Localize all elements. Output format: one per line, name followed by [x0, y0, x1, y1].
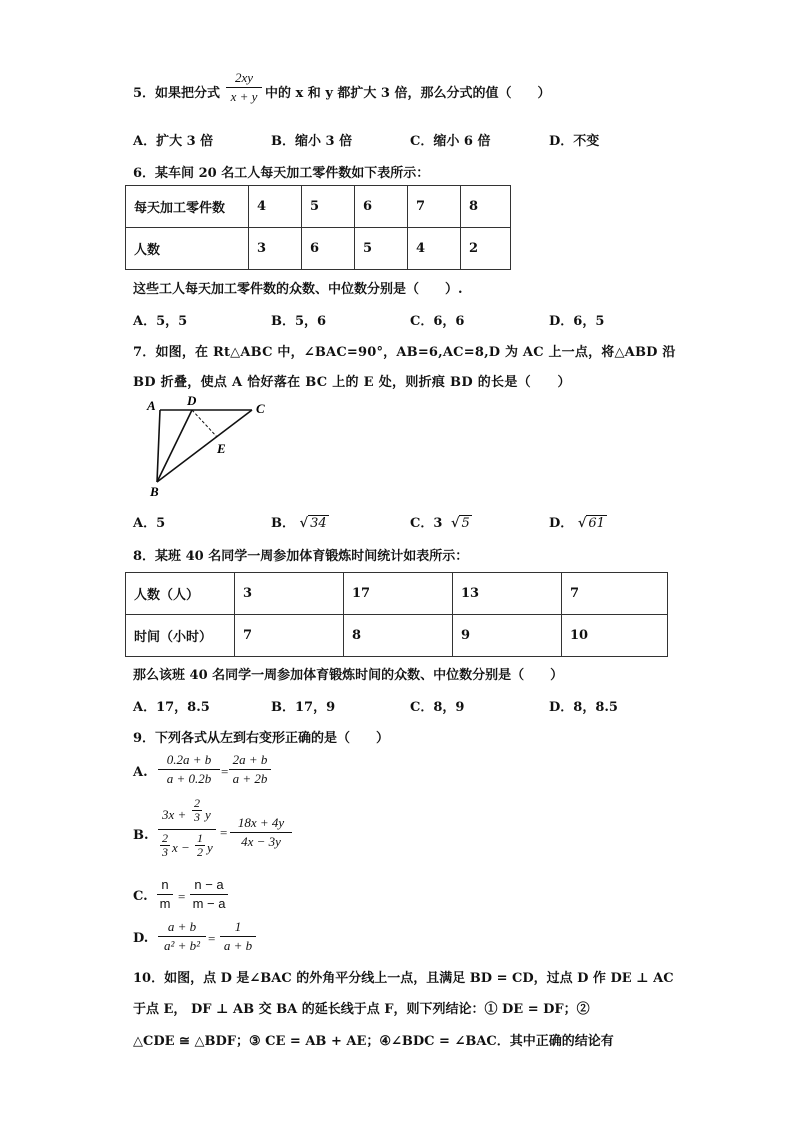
q9-option-b-label[interactable]: B.: [133, 828, 149, 843]
q9-b-left-complex-fraction: [158, 797, 218, 862]
q7-option-c-prefix: C．3: [410, 516, 443, 531]
table-cell: 人数: [126, 228, 249, 270]
q9-b-right-fraction: [230, 815, 292, 850]
label-a: A: [147, 398, 156, 413]
sqrt-sign: √ 61: [577, 516, 605, 531]
q10-stem-line2: 于点 E， DF ⊥ AB 交 BA 的延长线于点 F，则下列结论：① DE = DF；②: [133, 1002, 590, 1017]
q5-option-d[interactable]: D．不变: [549, 134, 600, 149]
table-cell: 人数（人）: [126, 573, 235, 615]
complex-numerator: [158, 797, 218, 829]
fraction-denominator: a + 0.2b: [166, 771, 212, 786]
q6-option-d[interactable]: D．6，5: [549, 314, 605, 329]
q8-question: 那么该班 40 名同学一周参加体育锻炼时间的众数、中位数分别是（ ）: [133, 668, 564, 683]
q9-d-left-fraction: [158, 919, 206, 954]
q7-option-a[interactable]: A．5: [133, 516, 166, 531]
equals-sign: =: [220, 825, 228, 840]
small-fraction-den: 3: [194, 810, 200, 824]
q7-option-c[interactable]: [410, 512, 472, 531]
q8-option-a[interactable]: A．17，8.5: [133, 700, 210, 715]
sqrt-sign: √ 5: [450, 516, 470, 531]
fraction-denominator: m − a: [192, 896, 226, 911]
q6-stem: 6．某车间 20 名工人每天加工零件数如下表所示：: [133, 166, 430, 181]
small-fraction: [160, 832, 170, 859]
segment-bd: [157, 410, 192, 482]
fraction-numerator: n: [161, 877, 169, 892]
table-cell: 4: [249, 186, 302, 228]
table-cell: 5: [302, 186, 355, 228]
table-cell: 8: [344, 615, 453, 657]
q5-fraction: [226, 70, 262, 105]
table-row: [126, 615, 668, 657]
complex-denominator: [158, 830, 218, 862]
q8-option-b[interactable]: B．17，9: [271, 700, 336, 715]
denominator-term: y: [207, 840, 213, 855]
q7-option-d-prefix: D．: [549, 516, 574, 531]
segment-bc: [157, 410, 252, 482]
table-cell: 7: [408, 186, 461, 228]
fraction-denominator: a² + b²: [163, 938, 201, 953]
table-cell: 9: [453, 615, 562, 657]
fraction-numerator: 0.2a + b: [166, 752, 212, 767]
q9-c-left-fraction: [157, 877, 173, 912]
equals-sign: =: [208, 931, 216, 946]
q5-option-a[interactable]: A．扩大 3 倍: [133, 134, 214, 149]
small-fraction-den: 2: [197, 845, 203, 859]
q8-stem: 8．某班 40 名同学一周参加体育锻炼时间统计如表所示：: [133, 549, 469, 564]
segment-ab: [157, 410, 160, 482]
small-fraction: [192, 797, 202, 824]
q9-option-c-label[interactable]: C.: [133, 889, 148, 904]
q6-option-c[interactable]: C．6，6: [410, 314, 465, 329]
sqrt-sign: √ 34: [299, 516, 327, 531]
fraction-numerator: 18x + 4y: [237, 815, 285, 830]
q9-option-d-label[interactable]: D.: [133, 931, 149, 946]
numerator-term: y: [205, 807, 211, 822]
table-cell: 7: [562, 573, 668, 615]
equals-sign: =: [178, 889, 186, 904]
table-cell: 7: [235, 615, 344, 657]
table-cell: 5: [355, 228, 408, 270]
equals-sign: =: [221, 764, 229, 779]
q5-frac-num: 2xy: [234, 70, 254, 85]
q5-option-b[interactable]: B．缩小 3 倍: [271, 134, 353, 149]
small-fraction-num: 2: [162, 831, 168, 845]
segment-de-dashed: [192, 410, 217, 437]
fraction-numerator: 2a + b: [232, 752, 268, 767]
q6-option-a[interactable]: A．5，5: [133, 314, 188, 329]
denominator-term: x −: [172, 840, 190, 855]
numerator-term: 3x +: [162, 807, 187, 822]
q7-triangle-figure: [140, 392, 290, 502]
table-cell: 17: [344, 573, 453, 615]
table-row: [126, 186, 511, 228]
q5-stem-post: 中的 x 和 y 都扩大 3 倍，那么分式的值（ ）: [265, 86, 551, 101]
q9-d-right-fraction: [220, 919, 256, 954]
table-cell: 3: [235, 573, 344, 615]
q7-option-d-radicand: 61: [588, 516, 605, 531]
q5-stem-pre: 5．如果把分式: [133, 86, 221, 101]
q5-frac-den: x + y: [230, 89, 258, 104]
label-c: C: [256, 401, 265, 416]
table-cell: 时间（小时）: [126, 615, 235, 657]
q10-stem-line1: 10．如图，点 D 是∠BAC 的外角平分线上一点，且满足 BD = CD，过点 D 作 DE ⊥ AC: [133, 971, 674, 986]
q9-c-right-fraction: [190, 877, 228, 912]
q9-option-a-label[interactable]: A.: [133, 765, 148, 780]
fraction-denominator: a + 2b: [232, 771, 268, 786]
small-fraction: [195, 832, 205, 859]
label-e: E: [217, 441, 226, 456]
q9-a-left-fraction: [158, 752, 220, 787]
q6-question: 这些工人每天加工零件数的众数、中位数分别是（ ）.: [133, 282, 463, 297]
table-cell: 2: [461, 228, 511, 270]
fraction-numerator: n − a: [194, 877, 224, 892]
fraction-denominator: 4x − 3y: [241, 834, 281, 849]
table-cell: 3: [249, 228, 302, 270]
q7-option-b-radicand: 34: [310, 516, 327, 531]
q7-option-b[interactable]: [271, 512, 329, 531]
q8-table: [125, 572, 668, 657]
table-cell: 每天加工零件数: [126, 186, 249, 228]
small-fraction-den: 3: [162, 845, 168, 859]
fraction-numerator: 1: [234, 919, 242, 934]
q8-option-c[interactable]: C．8，9: [410, 700, 465, 715]
q7-stem-line2: BD 折叠，使点 A 恰好落在 BC 上的 E 处，则折痕 BD 的长是（ ）: [133, 375, 571, 390]
fraction-denominator: a + b: [223, 938, 253, 953]
small-fraction-num: 1: [197, 831, 203, 845]
table-row: [126, 228, 511, 270]
table-cell: 6: [355, 186, 408, 228]
table-cell: 13: [453, 573, 562, 615]
q10-stem-line3: △CDE ≅ △BDF；③ CE = AB + AE；④∠BDC = ∠BAC．其中正确的结论有: [133, 1034, 614, 1049]
q9-stem: 9．下列各式从左到右变形正确的是（ ）: [133, 731, 390, 746]
q7-option-c-radicand: 5: [461, 516, 470, 531]
small-fraction-num: 2: [194, 796, 200, 810]
table-cell: 4: [408, 228, 461, 270]
table-row: [126, 573, 668, 615]
q9-a-right-fraction: [229, 752, 271, 787]
table-cell: 10: [562, 615, 668, 657]
q7-option-b-prefix: B．: [271, 516, 295, 531]
q7-stem-line1: 7．如图，在 Rt△ABC 中，∠BAC=90°，AB=6,AC=8,D 为 AC 上一点，将△ABD 沿: [133, 345, 676, 360]
fraction-denominator: m: [159, 896, 171, 911]
fraction-numerator: a + b: [167, 919, 197, 934]
q8-option-d[interactable]: D．8，8.5: [549, 700, 618, 715]
q6-option-b[interactable]: B．5，6: [271, 314, 327, 329]
table-cell: 6: [302, 228, 355, 270]
label-b: B: [150, 484, 159, 499]
table-cell: 8: [461, 186, 511, 228]
q7-option-d[interactable]: [549, 512, 607, 531]
label-d: D: [187, 393, 197, 408]
q6-table: [125, 185, 511, 270]
q5-option-c[interactable]: C．缩小 6 倍: [410, 134, 491, 149]
